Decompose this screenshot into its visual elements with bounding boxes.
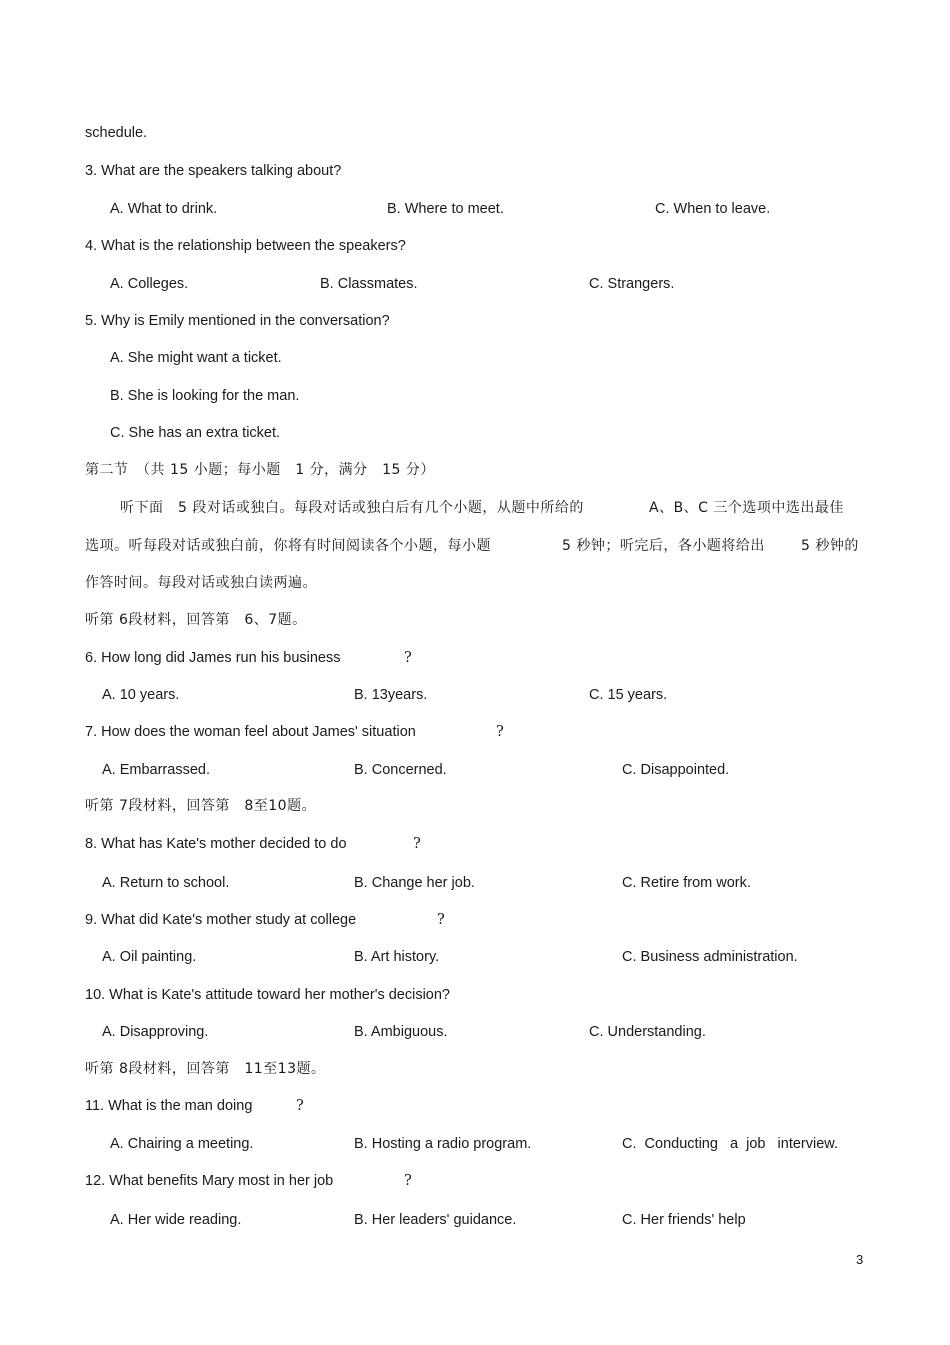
question-3: 3. What are the speakers talking about?	[85, 163, 342, 179]
option-a: A. 10 years.	[102, 687, 180, 703]
option-a: A. She might want a ticket.	[110, 350, 282, 366]
text-line: schedule.	[85, 125, 148, 141]
option-c: C. 15 years.	[589, 687, 668, 703]
option-a: A. Her wide reading.	[110, 1212, 242, 1228]
option-b: B. Change her job.	[354, 875, 475, 891]
question-12: 12. What benefits Mary most in her job	[85, 1173, 334, 1189]
option-a: A. Colleges.	[110, 276, 189, 292]
option-b: B. Hosting a radio program.	[354, 1136, 532, 1152]
option-c: C. Business administration.	[622, 949, 798, 965]
option-b: B. She is looking for the man.	[110, 388, 300, 404]
question-mark: ?	[496, 724, 504, 740]
instruction-line: 选项。听每段对话或独白前，你将有时间阅读各个小题，每小题	[85, 538, 491, 554]
option-a: A. Chairing a meeting.	[110, 1136, 254, 1152]
option-c: C. Retire from work.	[622, 875, 751, 891]
option-b: B. Concerned.	[354, 762, 447, 778]
option-b: B. Classmates.	[320, 276, 418, 292]
instruction-line: 5 秒钟；听完后，各小题将给出	[562, 538, 765, 554]
question-mark: ?	[437, 912, 445, 928]
option-c: C. Conducting a job interview.	[622, 1136, 838, 1152]
option-c: C. Her friends' help	[622, 1212, 746, 1228]
option-c: C. She has an extra ticket.	[110, 425, 281, 441]
instruction-line: 5 秒钟的	[801, 538, 859, 554]
question-4: 4. What is the relationship between the speakers?	[85, 238, 406, 254]
material-heading: 听第 8段材料，回答第 11至13题。	[85, 1061, 326, 1077]
section-heading: 第二节 （共 15 小题；每小题 1 分，满分 15 分）	[85, 462, 435, 478]
material-heading: 听第 7段材料，回答第 8至10题。	[85, 798, 317, 814]
option-a: A. Oil painting.	[102, 949, 197, 965]
option-a: A. Return to school.	[102, 875, 230, 891]
question-7: 7. How does the woman feel about James' situation	[85, 724, 416, 740]
option-b: B. Her leaders' guidance.	[354, 1212, 517, 1228]
option-c: C. Disappointed.	[622, 762, 730, 778]
option-b: B. Art history.	[354, 949, 440, 965]
option-b: B. Ambiguous.	[354, 1024, 448, 1040]
question-mark: ?	[404, 1173, 412, 1189]
question-11: 11. What is the man doing	[85, 1098, 253, 1114]
instruction-line: 听下面 5 段对话或独白。每段对话或独白后有几个小题，从题中所给的	[120, 500, 584, 516]
option-b: B. Where to meet.	[387, 201, 504, 217]
option-b: B. 13years.	[354, 687, 428, 703]
question-5: 5. Why is Emily mentioned in the conversation?	[85, 313, 390, 329]
question-mark: ?	[296, 1098, 304, 1114]
question-mark: ?	[413, 836, 421, 852]
question-mark: ?	[404, 650, 412, 666]
question-10: 10. What is Kate's attitude toward her mother's decision?	[85, 987, 450, 1003]
option-c: C. Strangers.	[589, 276, 675, 292]
question-9: 9. What did Kate's mother study at college	[85, 912, 357, 928]
option-c: C. Understanding.	[589, 1024, 706, 1040]
page-number: 3	[856, 1252, 864, 1267]
option-a: A. Embarrassed.	[102, 762, 210, 778]
instruction-line: A、B、C 三个选项中选出最佳	[649, 500, 844, 516]
instruction-line: 作答时间。每段对话或独白读两遍。	[85, 575, 317, 591]
question-8: 8. What has Kate's mother decided to do	[85, 836, 347, 852]
option-a: A. Disapproving.	[102, 1024, 209, 1040]
question-6: 6. How long did James run his business	[85, 650, 341, 666]
option-a: A. What to drink.	[110, 201, 218, 217]
option-c: C. When to leave.	[655, 201, 771, 217]
material-heading: 听第 6段材料，回答第 6、7题。	[85, 612, 307, 628]
